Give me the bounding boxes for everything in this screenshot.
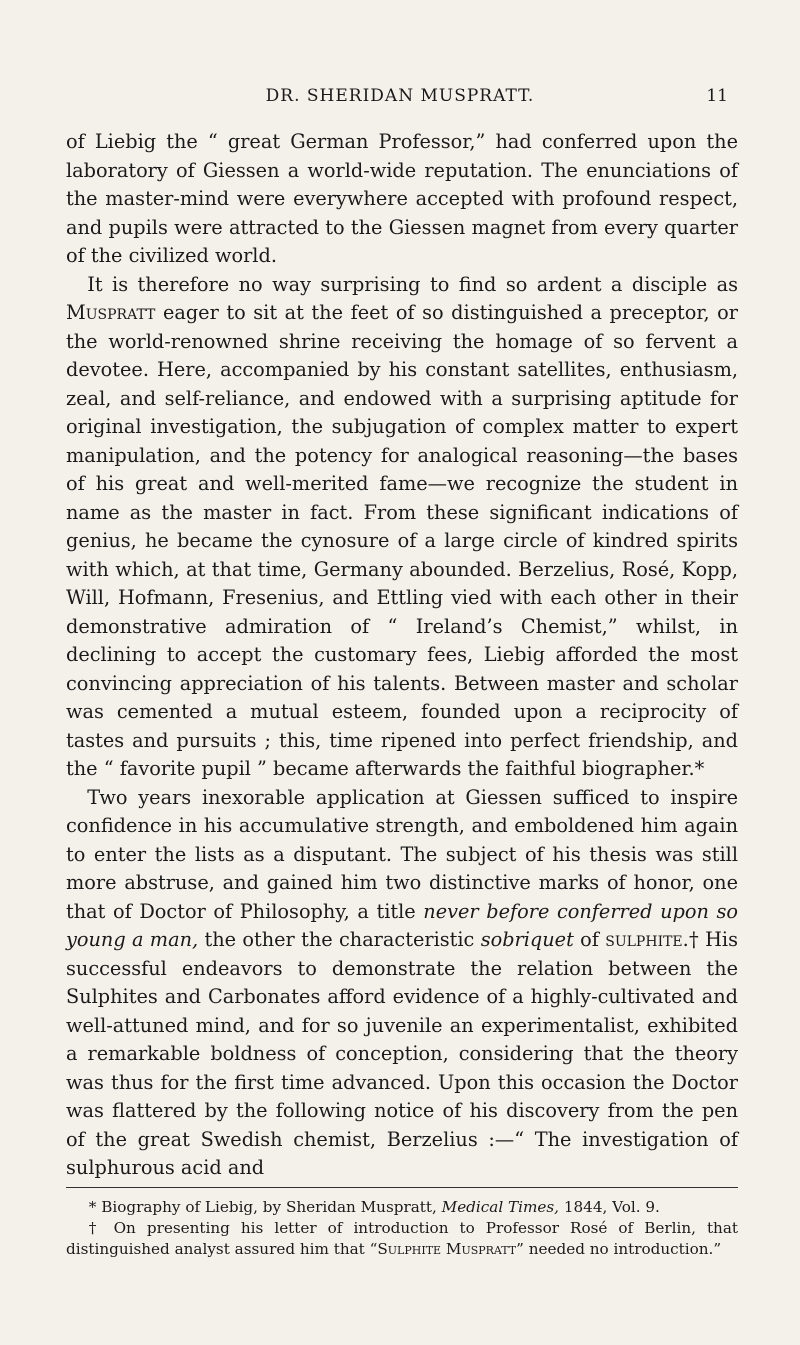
paragraph-3-text-a: Two years inexorable application at Giessen sufficed to inspire confidence in his accumulative strength, and emboldened him again to enter the lists as a disputant. The subject of his thesis was still more abstruse, and gained him two distinctive marks of honor, one that of Doctor of Philosophy, a title [66,785,738,923]
paragraph-2-text-b: eager to sit at the feet of so distinguished a preceptor, or the world-renowned shrine receiving the homage of so fervent a devotee. Here, accompanied by his constant satellites, enthusiasm, zeal, and self-reliance, and endowed with a surprising aptitude for original investigation, the subjugation of complex matter to expert manipulation, and the potency for analogical reasoning—the bases of his great and well-merited fame—we recognize the student in name as the master in fact. From these significant indications of genius, he became the cynosure of a large circle of kindred spirits with which, at that time, Germany abounded. Berzelius, Rosé, Kopp, Will, Hofmann, Fresenius, and Ettling vied with each other in their demonstrative admiration of “ Ireland’s Chemist,” whilst, in declining to accept the customary fees, Liebig afforded the most convincing appreciation of his talents. Between master and scholar was cemented a mutual esteem, founded upon a reciprocity of tastes and pursuits ; this, time ripened into perfect friendship, and the “ favorite pupil ” became afterwards the faithful biographer.* [66,301,738,780]
paragraph-3-text-d: .† His successful endeavors to demonstrate the relation between the Sulphites and Carbonates afford evidence of a highly-cultivated and well-attuned mind, and for so juvenile an experimentalist, exhibited a remarkable boldness of conception, considering that the theory was thus for the first time advanced. Upon this occasion the Doctor was flattered by the following notice of his discovery from the pen of the great Swedish chemist, Berzelius :—“ The investigation of sulphurous acid and [66,928,738,1179]
footnote-2-sulphite-muspratt: Sulphite Muspratt [377,1240,517,1258]
running-head: DR. SHERIDAN MUSPRATT. [265,86,535,106]
paragraph-3-text-c: of [580,928,599,951]
footnotes [66,1197,738,1260]
page-number: 11 [706,86,728,106]
muspratt-name: Muspratt [66,301,156,324]
sulphite-word: sulphite [605,928,683,951]
footnote-1-text-a: * Biography of Liebig, by Sheridan Muspratt, [88,1198,437,1216]
footnote-1-journal: Medical Times, [441,1198,560,1216]
body-text [66,128,738,1183]
footnote-2-text-a: † On presenting his letter of introduction to Professor Rosé of Berlin, that distinguished analyst assured him that “ [66,1219,738,1258]
footnote-2-text-b: ” needed no introduction.” [516,1240,722,1258]
paragraph-2-text-a: It is therefore no way surprising to find so ardent a disciple as [87,272,738,296]
paragraph-3-text-b: the other the characteristic [204,928,475,951]
italic-phrase: never before conferred upon so young a man, [66,899,738,951]
sobriquet-word: sobriquet [480,928,574,951]
page-header [0,86,800,116]
footnote-2 [66,1218,738,1260]
footnote-1 [66,1197,738,1218]
paragraph-2 [66,271,738,784]
paragraph-1-text: of Liebig the “ great German Professor,” had conferred upon the laboratory of Giessen a world-wide reputation. The enunciations of the master-mind were everywhere accepted with profound respect, and pupils were attracted to the Giessen magnet from every quarter of the civilized world. [66,130,738,267]
footnote-1-text-b: 1844, Vol. 9. [563,1198,660,1216]
paragraph-3 [66,784,738,1183]
paragraph-1 [66,128,738,271]
footnote-rule [66,1187,738,1188]
